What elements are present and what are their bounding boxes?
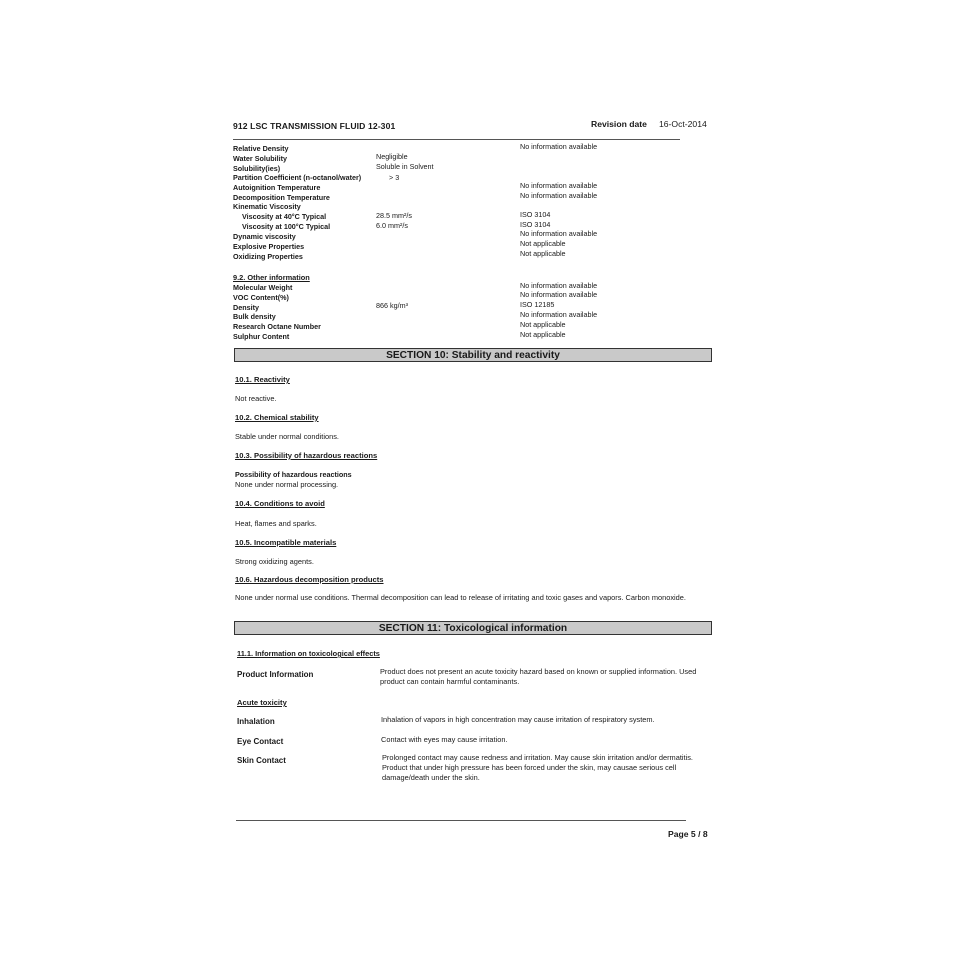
incompatible-materials-heading: 10.5. Incompatible materials	[235, 538, 337, 547]
property-value: 28.5 mm²/s	[376, 211, 412, 220]
decomposition-products-text: None under normal use conditions. Thermal decomposition can lead to release of irritating and toxic gases and vapors. Carbon monoxide.	[235, 593, 686, 602]
property-source: ISO 3104	[520, 220, 551, 229]
revision-date: 16-Oct-2014	[659, 119, 707, 129]
toxicological-effects-heading: 11.1. Information on toxicological effects	[237, 649, 380, 658]
property-label: Viscosity at 40°C Typical	[242, 212, 327, 221]
other-info-source: Not applicable	[520, 320, 566, 329]
inhalation-text: Inhalation of vapors in high concentration may cause irritation of respiratory system.	[381, 715, 655, 724]
other-info-label: Density	[233, 303, 259, 312]
chemical-stability-heading: 10.2. Chemical stability	[235, 413, 319, 422]
eye-contact-text: Contact with eyes may cause irritation.	[381, 735, 508, 744]
property-label: Viscosity at 100°C Typical	[242, 222, 331, 231]
footer-divider	[236, 820, 686, 821]
other-info-label: Sulphur Content	[233, 332, 290, 341]
property-source: Not applicable	[520, 249, 566, 258]
other-info-source: No information available	[520, 290, 598, 299]
product-information-label: Product Information	[237, 670, 314, 679]
product-information-text: Product does not present an acute toxicity hazard based on known or supplied information. Used product can contain harmful contaminants.	[380, 667, 697, 686]
other-info-label: VOC Content(%)	[233, 293, 289, 302]
section-11-title: SECTION 11: Toxicological information	[378, 623, 568, 634]
property-source: No information available	[520, 181, 598, 190]
property-source: Not applicable	[520, 239, 566, 248]
property-label: Partition Coefficient (n-octanol/water)	[233, 173, 362, 182]
property-value: Soluble in Solvent	[376, 162, 434, 171]
other-info-source: Not applicable	[520, 330, 566, 339]
property-value: Negligible	[376, 152, 408, 161]
property-label: Autoignition Temperature	[233, 183, 321, 192]
property-label: Dynamic viscosity	[233, 232, 296, 241]
property-source: No information available	[520, 142, 598, 151]
header-divider	[233, 139, 680, 140]
hazardous-reactions-heading: 10.3. Possibility of hazardous reactions	[235, 451, 378, 460]
skin-contact-text: Prolonged contact may cause redness and irritation. May cause skin irritation and/or dermatitis. Product that under high pressure has been forced under the skin, may causae serious cell damage/death under the skin.	[382, 753, 693, 782]
property-label: Oxidizing Properties	[233, 252, 303, 261]
other-info-label: Research Octane Number	[233, 322, 321, 331]
page-number: Page 5 / 8	[668, 829, 708, 839]
property-value: 6.0 mm²/s	[376, 221, 408, 230]
property-label: Solubility(ies)	[233, 164, 281, 173]
property-label: Decomposition Temperature	[233, 193, 330, 202]
property-source: No information available	[520, 191, 598, 200]
chemical-stability-text: Stable under normal conditions.	[235, 432, 339, 441]
conditions-to-avoid-heading: 10.4. Conditions to avoid	[235, 499, 325, 508]
hazardous-reactions-label: Possibility of hazardous reactions	[235, 470, 352, 479]
decomposition-products-heading: 10.6. Hazardous decomposition products	[235, 575, 384, 584]
property-source: No information available	[520, 229, 598, 238]
eye-contact-label: Eye Contact	[237, 737, 284, 746]
other-info-label: Molecular Weight	[233, 283, 293, 292]
section-10-title: SECTION 10: Stability and reactivity	[386, 350, 560, 361]
acute-toxicity-heading: Acute toxicity	[237, 698, 287, 707]
other-info-heading: 9.2. Other information	[233, 273, 310, 282]
incompatible-materials-text: Strong oxidizing agents.	[235, 557, 314, 566]
hazardous-reactions-text: None under normal processing.	[235, 480, 339, 489]
property-label: Kinematic Viscosity	[233, 202, 301, 211]
property-label: Water Solubility	[233, 154, 288, 163]
inhalation-label: Inhalation	[237, 717, 275, 726]
other-info-source: ISO 12185	[520, 300, 555, 309]
skin-contact-label: Skin Contact	[237, 756, 286, 765]
other-info-value: 866 kg/m³	[376, 301, 408, 310]
property-source: ISO 3104	[520, 210, 551, 219]
product-title: 912 LSC TRANSMISSION FLUID 12-301	[233, 121, 396, 131]
other-info-source: No information available	[520, 310, 598, 319]
section-10-header	[234, 348, 712, 362]
reactivity-text: Not reactive.	[235, 394, 277, 403]
property-label: Relative Density	[233, 144, 289, 153]
property-label: Explosive Properties	[233, 242, 305, 251]
other-info-label: Bulk density	[233, 312, 276, 321]
property-value: > 3	[389, 173, 400, 182]
conditions-to-avoid-text: Heat, flames and sparks.	[235, 519, 317, 528]
section-11-header	[234, 621, 712, 635]
reactivity-heading: 10.1. Reactivity	[235, 375, 290, 384]
revision-label: Revision date	[591, 119, 647, 129]
other-info-source: No information available	[520, 281, 598, 290]
